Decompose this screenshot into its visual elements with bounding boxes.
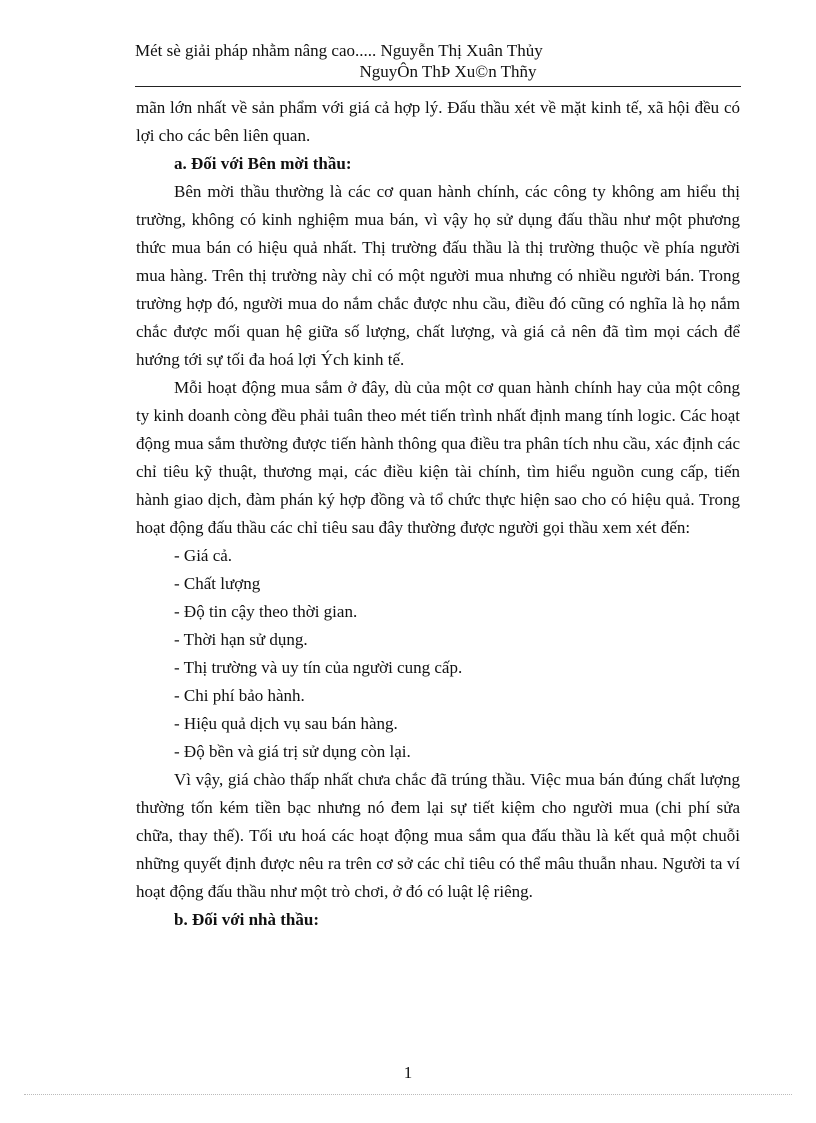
section-heading-a: a. Đối với Bên mời thầu: <box>174 154 352 173</box>
paragraph-inviter: Bên mời thầu thường là các cơ quan hành chính, các công ty không am hiểu thị trường, không có kinh nghiệm mua bán, vì vậy họ sử dụng đấu thầu như một phương thức mua bán có hiệu quả nhất. Thị trường đấu thầu là thị trường thuộc về phía người mua hàng. Trên thị trường này chỉ có một người mua nhưng có nhiều người bán. Trong trường hợp đó, người mua do nắm chắc được nhu cầu, điều đó cũng có nghĩa là họ nắm chắc được mối quan hệ giữa số lượng, chất lượng, và giá cả nên đã tìm mọi cách để hướng tới sự tối đa hoá lợi Ých kinh tế. <box>136 182 740 369</box>
list-item: - Hiệu quả dịch vụ sau bán hàng. <box>174 714 398 733</box>
list-item: - Thị trường và uy tín của người cung cấp. <box>174 658 463 677</box>
page-bottom-divider <box>24 1094 792 1095</box>
page-header <box>135 40 741 82</box>
list-item: - Giá cả. <box>174 546 233 565</box>
list-item: - Chi phí bảo hành. <box>174 686 305 705</box>
page-number: 1 <box>403 1063 413 1082</box>
criteria-list <box>136 542 740 766</box>
paragraph-procurement: Mỗi hoạt động mua sắm ở đây, dù của một cơ quan hành chính hay của một công ty kinh doanh còng đều phải tuân theo mét tiến trình nhất định mang tính logic. Các hoạt động mua sắm thường được tiến hành thông qua điều tra phân tích nhu cầu, xác định các chỉ tiêu kỹ thuật, thương mại, các điều kiện tài chính, tìm hiểu nguồn cung cấp, tiến hành giao dịch, đàm phán ký hợp đồng và tổ chức thực hiện sao cho có hiệu quả. Trong hoạt động đấu thầu các chỉ tiêu sau đây thường được người gọi thầu xem xét đến: <box>136 378 740 537</box>
document-body <box>136 94 740 934</box>
list-item: - Độ tin cậy theo thời gian. <box>174 602 358 621</box>
paragraph-conclusion: Vì vậy, giá chào thấp nhất chưa chắc đã trúng thầu. Việc mua bán đúng chất lượng thường tốn kém tiền bạc nhưng nó đem lại sự tiết kiệm cho người mua (chi phí sửa chữa, thay thế). Tối ưu hoá các hoạt động mua sắm qua đấu thầu là kết quả một chuỗi những quyết định được nêu ra trên cơ sở các chỉ tiêu có thể mâu thuẫn nhau. Người ta ví hoạt động đấu thầu như một trò chơi, ở đó có luật lệ riêng. <box>136 770 740 901</box>
list-item: - Thời hạn sử dụng. <box>174 630 308 649</box>
header-title: Mét sè giải pháp nhằm nâng cao..... Nguyễn Thị Xuân Thủy <box>135 41 543 60</box>
list-item: - Độ bền và giá trị sử dụng còn lại. <box>174 742 411 761</box>
list-item: - Chất lượng <box>174 574 261 593</box>
section-heading-b: b. Đối với nhà thầu: <box>174 910 319 929</box>
paragraph-continuation: mãn lớn nhất về sản phẩm với giá cả hợp lý. Đấu thầu xét về mặt kinh tế, xã hội đều có lợi cho các bên liên quan. <box>136 98 740 145</box>
header-author: NguyÔn ThÞ Xu©n Thñy <box>359 62 537 81</box>
header-divider <box>135 86 741 87</box>
